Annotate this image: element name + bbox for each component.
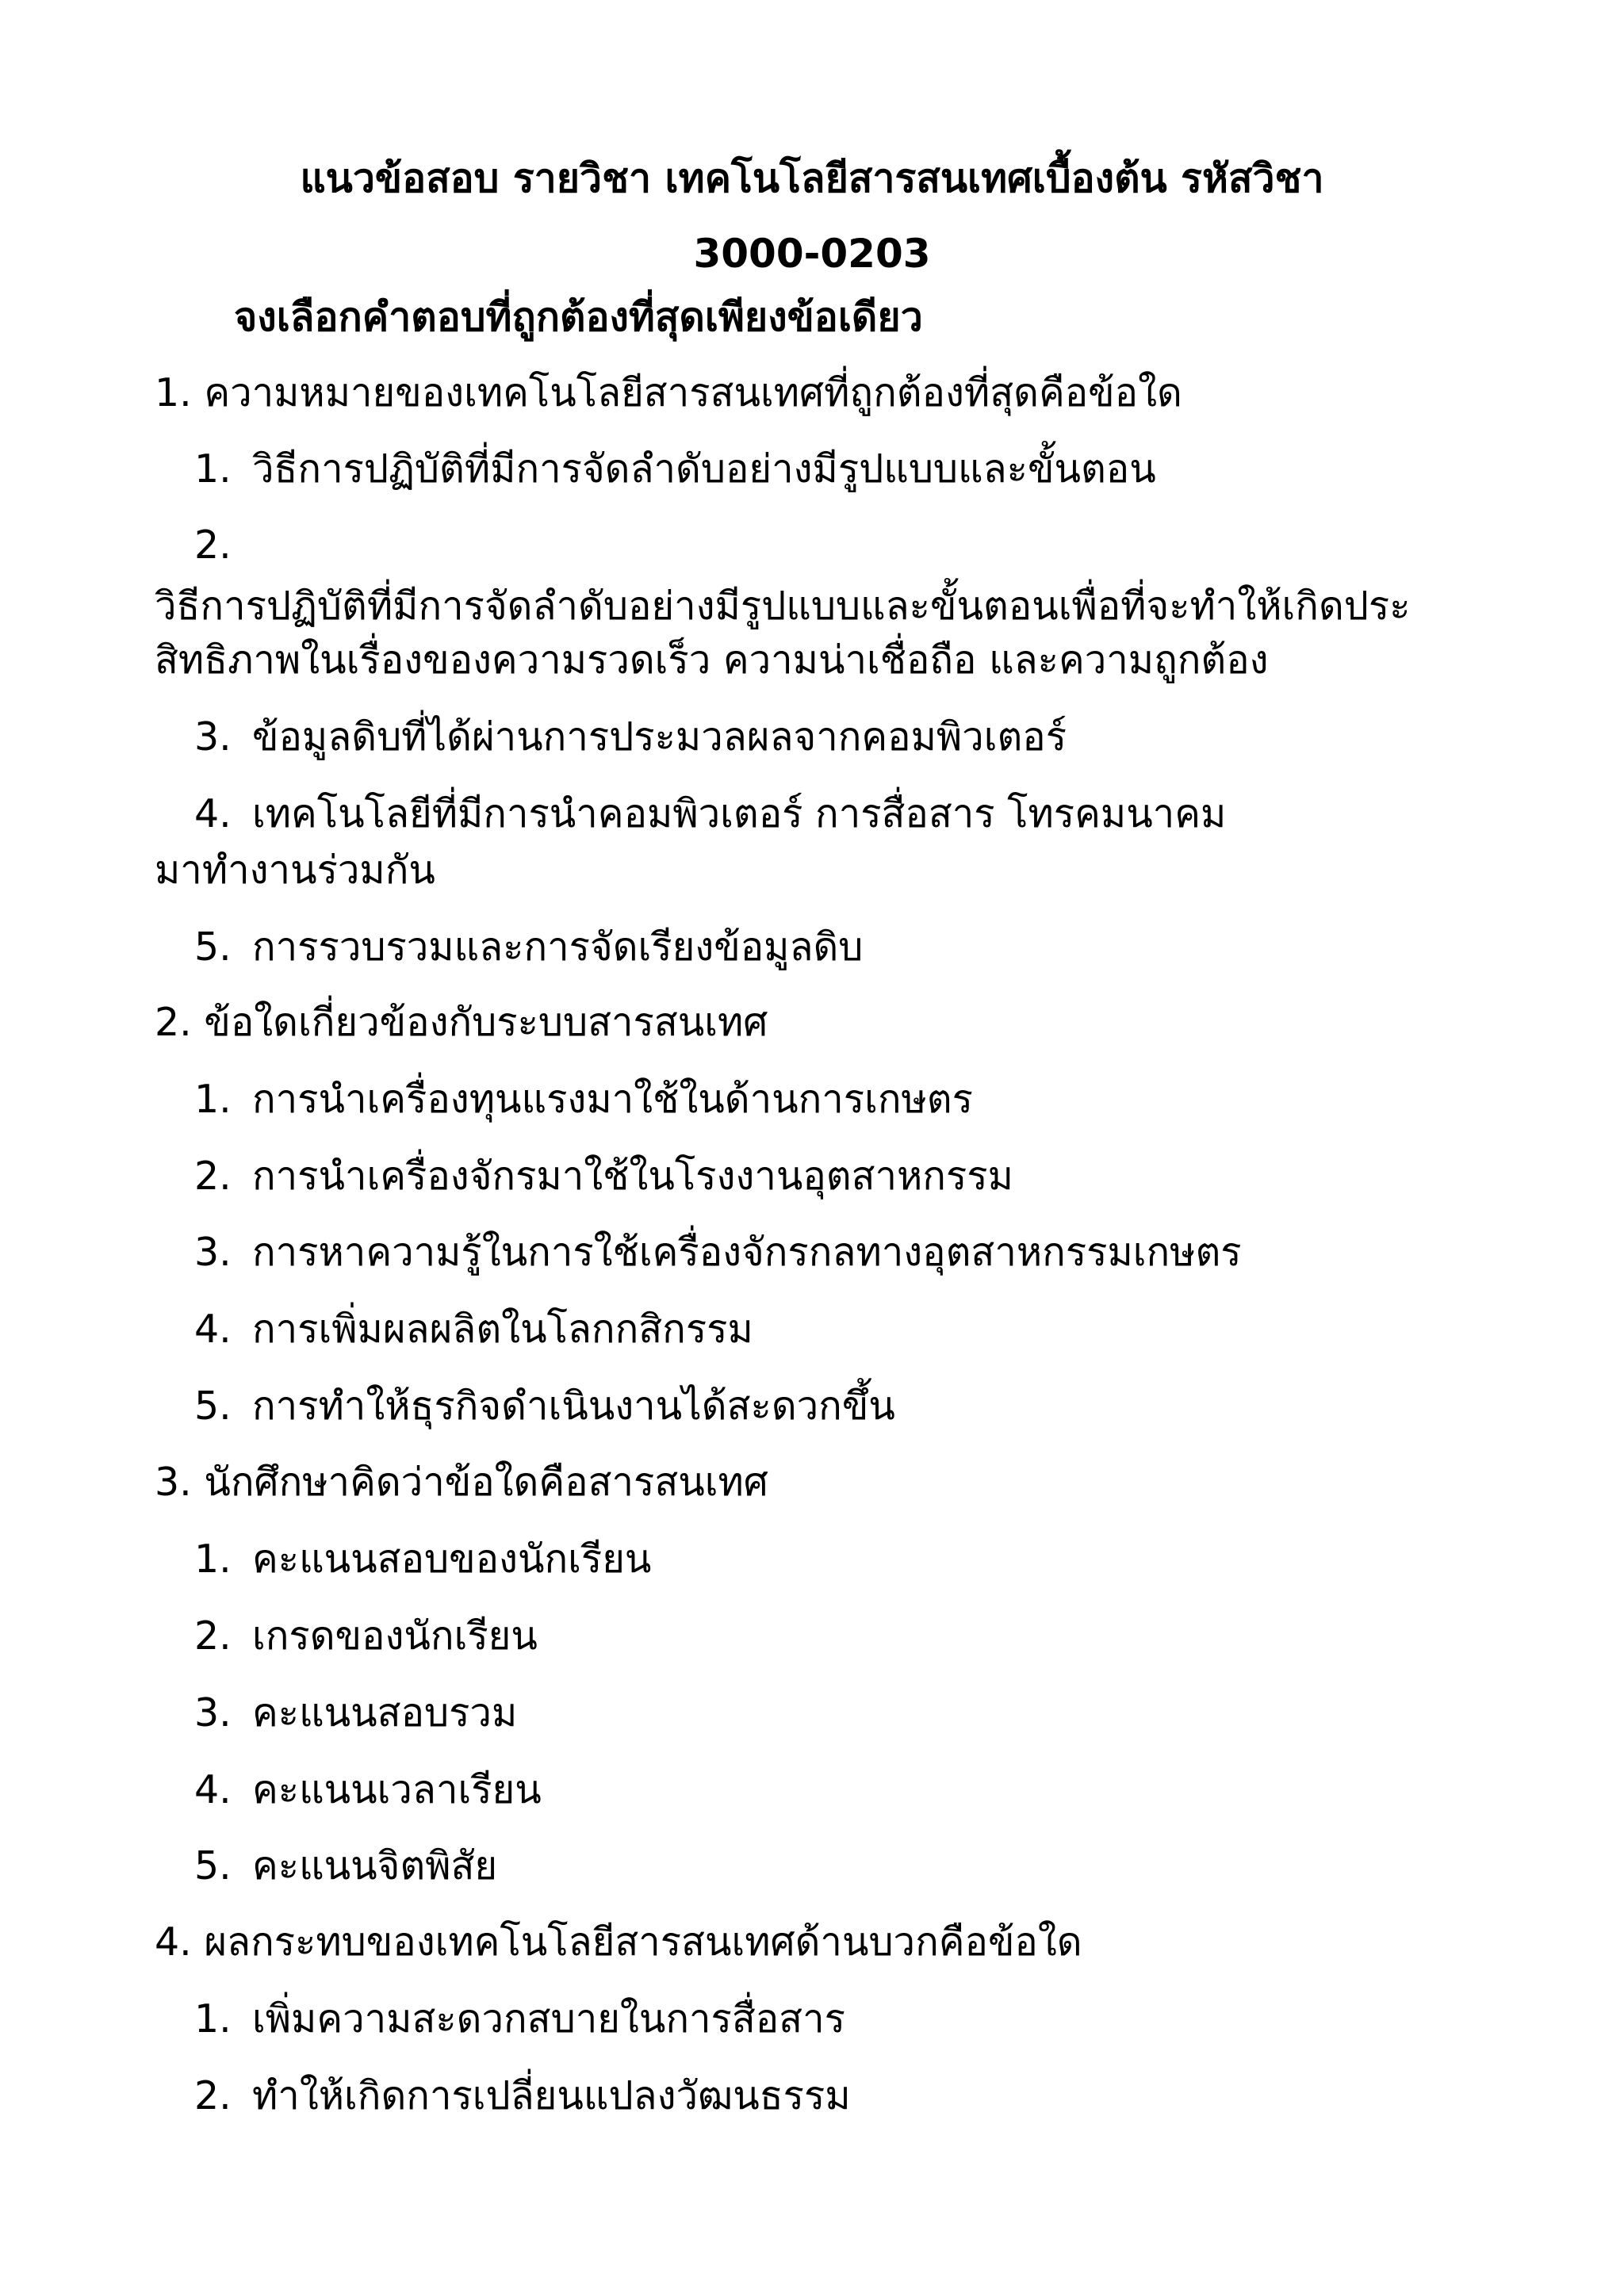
q4-option-1-number: 1. (194, 1996, 232, 2042)
q2-option-3-text: การหาความรู้ในการใช้เครื่องจักรกลทางอุตสาหกรรมเกษตร (252, 1230, 1242, 1275)
q3-option-2-number: 2. (194, 1613, 232, 1659)
q1-option-3-number: 3. (194, 714, 232, 760)
q1-option-4-number: 4. (194, 791, 232, 836)
q3-option-1-number: 1. (194, 1536, 232, 1582)
q2-option-5-number: 5. (194, 1383, 232, 1429)
q2-option-3-number: 3. (194, 1230, 232, 1275)
exam-title: แนวข้อสอบ รายวิชา เทคโนโลยีสารสนเทศเบื้องต้น รหัสวิชา (300, 155, 1324, 201)
q2-option-4-text: การเพิ่มผลผลิตในโลกกสิกรรม (252, 1307, 753, 1352)
question-2-stem: 2. ข้อใดเกี่ยวข้องกับระบบสารสนเทศ (155, 1000, 768, 1045)
q4-option-2-number: 2. (194, 2073, 232, 2118)
q2-option-2-text: การนำเครื่องจักรมาใช้ในโรงงานอุตสาหกรรม (252, 1154, 1013, 1199)
q3-option-1-text: คะแนนสอบของนักเรียน (252, 1536, 652, 1582)
q1-option-2-number: 2. (194, 522, 232, 568)
q3-option-4-text: คะแนนเวลาเรียน (252, 1767, 542, 1812)
q2-option-4-number: 4. (194, 1307, 232, 1352)
q1-option-4-text: เทคโนโลยีที่มีการนำคอมพิวเตอร์ การสื่อสาร โทรคมนาคม (252, 791, 1227, 836)
q4-option-1-text: เพิ่มความสะดวกสบายในการสื่อสาร (252, 1996, 845, 2042)
course-code: 3000-0203 (693, 231, 931, 277)
q1-option-1-text: วิธีการปฏิบัติที่มีการจัดลำดับอย่างมีรูปแบบและขั้นตอน (252, 446, 1156, 492)
instruction: จงเลือกคำตอบที่ถูกต้องที่สุดเพียงข้อเดียว (234, 294, 923, 340)
q2-option-2-number: 2. (194, 1154, 232, 1199)
q1-option-5-text: การรวบรวมและการจัดเรียงข้อมูลดิบ (252, 924, 864, 970)
q3-option-3-number: 3. (194, 1690, 232, 1735)
q3-option-4-number: 4. (194, 1767, 232, 1812)
q3-option-5-text: คะแนนจิตพิสัย (252, 1843, 498, 1888)
q1-option-2-text-cont: สิทธิภาพในเรื่องของความรวดเร็ว ความน่าเชื่อถือ และความถูกต้อง (155, 637, 1269, 683)
q1-option-3-text: ข้อมูลดิบที่ได้ผ่านการประมวลผลจากคอมพิวเตอร์ (252, 714, 1067, 760)
q1-option-1-number: 1. (194, 446, 232, 492)
q3-option-2-text: เกรดของนักเรียน (252, 1613, 538, 1659)
q3-option-5-number: 5. (194, 1843, 232, 1888)
q4-option-2-text: ทำให้เกิดการเปลี่ยนแปลงวัฒนธรรม (252, 2073, 851, 2118)
q1-option-5-number: 5. (194, 924, 232, 970)
question-1-stem: 1. ความหมายของเทคโนโลยีสารสนเทศที่ถูกต้องที่สุดคือข้อใด (155, 370, 1182, 415)
q1-option-4-text-cont: มาทำงานร่วมกัน (155, 848, 435, 893)
q3-option-3-text: คะแนนสอบรวม (252, 1690, 518, 1735)
q2-option-1-text: การนำเครื่องทุนแรงมาใช้ในด้านการเกษตร (252, 1077, 973, 1122)
q2-option-1-number: 1. (194, 1077, 232, 1122)
question-3-stem: 3. นักศึกษาคิดว่าข้อใดคือสารสนเทศ (155, 1460, 768, 1505)
q2-option-5-text: การทำให้ธุรกิจดำเนินงานได้สะดวกขึ้น (252, 1383, 895, 1429)
question-4-stem: 4. ผลกระทบของเทคโนโลยีสารสนเทศด้านบวกคือข้อใด (155, 1919, 1082, 1965)
q1-option-2-text: วิธีการปฏิบัติที่มีการจัดลำดับอย่างมีรูปแบบและขั้นตอนเพื่อที่จะทำให้เกิดประ (155, 584, 1411, 629)
